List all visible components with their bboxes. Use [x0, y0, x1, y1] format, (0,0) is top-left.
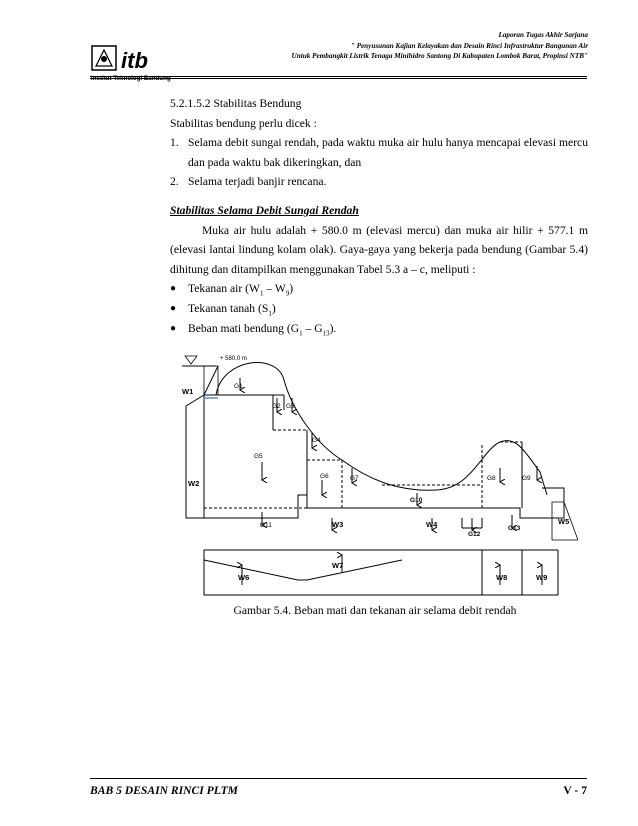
footer-rule: [90, 778, 587, 779]
bullet-item: [170, 299, 588, 319]
list-text: Selama debit sungai rendah, pada waktu muka air hulu hanya mencapai elevasi mercu dan pada waktu bak dikeringkan, dan: [188, 136, 588, 169]
subsection-heading-text: Stabilitas Selama Debit Sungai Rendah: [170, 203, 359, 217]
page-header: [90, 28, 588, 82]
bullet-text: Tekanan tanah $(S_1)$: [188, 301, 276, 318]
label-G13: G13: [508, 525, 521, 532]
label-W7: W7: [332, 561, 344, 570]
label-G7: G7: [350, 475, 359, 482]
label-G5: G5: [254, 453, 263, 460]
header-line-1: Laporan Tugas Akhir Sarjana: [498, 31, 588, 39]
weir-force-diagram: [182, 350, 578, 598]
label-W6: W6: [238, 573, 250, 582]
bullet-text: Tekanan air $(W_1 - W_9)$: [188, 282, 294, 298]
header-line-2: " Penyusunan Kajian Kelayakan dan Desain Rinci Infrastruktur Bangunan Air: [350, 41, 588, 50]
header-rule-2: [90, 78, 587, 79]
bullet-icon: ●: [170, 322, 177, 334]
label-W8: W8: [496, 573, 508, 582]
list-number: 1.: [170, 136, 179, 150]
label-W1: W1: [182, 387, 194, 396]
label-G9: G9: [522, 475, 531, 482]
elevation-label: + 580.0 m: [220, 356, 247, 362]
subsection-paragraph: Muka air hulu adalah + 580.0 m (elevasi mercu) dan muka air hilir + 577.1 m (elevasi lantai lindung kolam olak). Gaya-gaya yang bekerja pada bendung (Gambar 5.4) dihitung dan ditampilkan menggunakan Tabel 5.3 a – c, meliputi :: [170, 223, 588, 276]
bullet-item: [170, 279, 588, 299]
label-G11: G11: [260, 522, 272, 529]
bullet-icon: ●: [170, 302, 177, 314]
label-W2: W2: [188, 479, 200, 488]
list-item: [170, 172, 588, 192]
label-G4: G4: [312, 437, 321, 444]
label-W9: W9: [536, 573, 548, 582]
logo-caption: Institut Teknologi Bandung: [91, 75, 171, 82]
page-content: [170, 94, 588, 338]
label-G8: G8: [487, 475, 496, 482]
page-number: V - 7: [563, 784, 587, 797]
label-W3: W3: [332, 520, 344, 529]
list-item: [170, 133, 588, 172]
bullet-icon: ●: [170, 283, 177, 295]
bullet-item: [170, 319, 588, 339]
label-G12: G12: [468, 531, 481, 538]
section-title: 5.2.1.5.2 Stabilitas Bendung: [170, 97, 302, 110]
label-W5: W5: [558, 517, 570, 526]
list-number: 2.: [170, 175, 179, 189]
bullet-text: Beban mati bendung $(G_1 - G_{13})$.: [188, 321, 337, 337]
figure-caption: Gambar 5.4. Beban mati dan tekanan air selama debit rendah: [233, 604, 517, 617]
label-G10: G10: [410, 497, 423, 504]
header-line-3: Untuk Pembangkit Listrik Tenaga Minihidro Santong Di Kabupaten Lombok Barat, Propinsi NTB": [291, 52, 588, 60]
list-text: Selama terjadi banjir rencana.: [188, 175, 327, 189]
label-G1: G1: [234, 383, 243, 390]
footer-chapter: BAB 5 DESAIN RINCI PLTM: [90, 784, 238, 797]
section-intro: Stabilitas bendung perlu dicek :: [170, 116, 317, 130]
label-W4: W4: [426, 520, 438, 529]
header-rule: [90, 76, 587, 77]
label-G6: G6: [320, 473, 329, 480]
label-G2: G2: [272, 403, 281, 410]
label-G3: G3: [286, 403, 295, 410]
header-text: [292, 30, 588, 62]
subsection-heading: [170, 201, 588, 221]
logo-mark: itb: [121, 48, 148, 73]
